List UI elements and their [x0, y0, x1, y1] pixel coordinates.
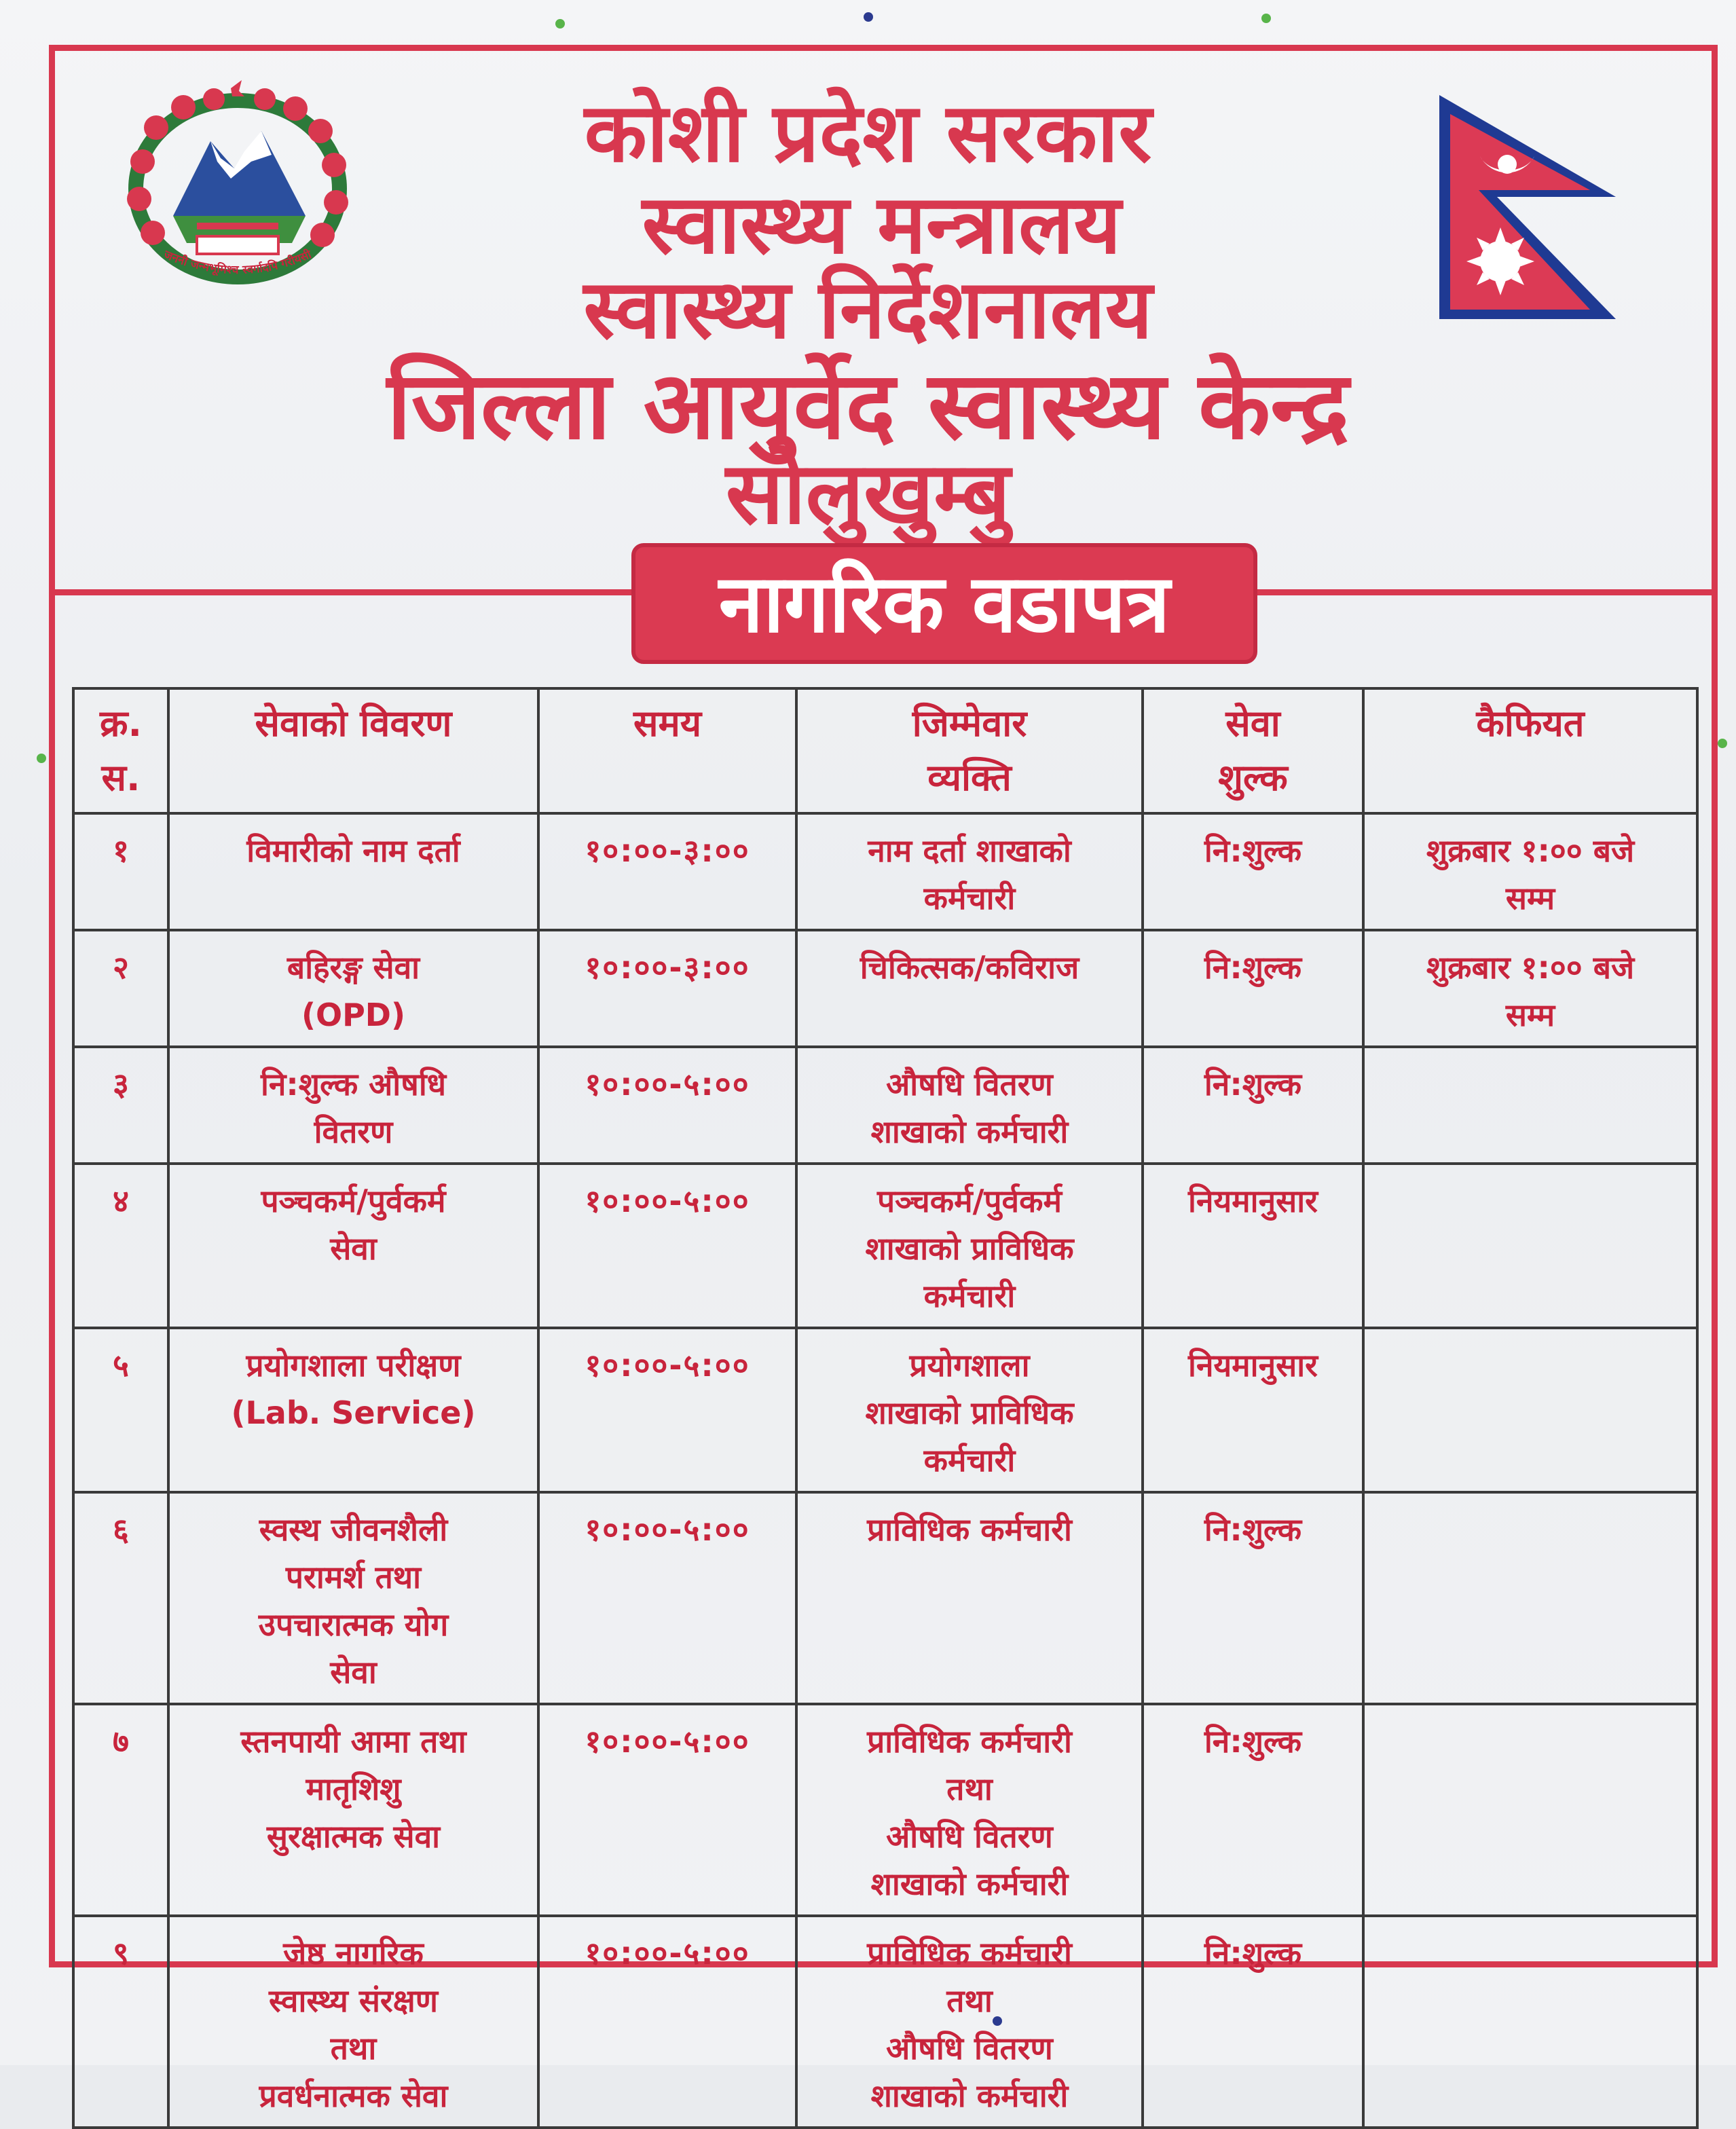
cell-remarks — [1363, 1328, 1697, 1492]
cell-service: नि:शुल्क औषधि वितरण — [168, 1047, 538, 1164]
cell-responsible: प्राविधिक कर्मचारी — [796, 1492, 1143, 1704]
cell-remarks — [1363, 1047, 1697, 1164]
cell-fee: नि:शुल्क — [1143, 1916, 1363, 2128]
cell-time: १०:००-५:०० — [538, 1916, 796, 2128]
cell-responsible: औषधि वितरण शाखाको कर्मचारी — [796, 1047, 1143, 1164]
cell-responsible: पञ्चकर्म/पुर्वकर्म शाखाको प्राविधिक कर्मचारी — [796, 1164, 1143, 1328]
cell-service: स्तनपायी आमा तथा मातृशिशु सुरक्षात्मक सेवा — [168, 1704, 538, 1916]
header-fee: सेवा शुल्क — [1143, 688, 1363, 813]
cell-fee: नियमानुसार — [1143, 1164, 1363, 1328]
centre-title: जिल्ला आयुर्वेद स्वास्थ्य केन्द्र — [386, 351, 1350, 460]
cell-service: प्रयोगशाला परीक्षण (Lab. Service) — [168, 1328, 538, 1492]
cell-responsible: चिकित्सक/कविराज — [796, 930, 1143, 1047]
cell-fee: नि:शुल्क — [1143, 1047, 1363, 1164]
cell-remarks — [1363, 1916, 1697, 2128]
cell-remarks — [1363, 1704, 1697, 1916]
cell-responsible: प्रयोगशाला शाखाको प्राविधिक कर्मचारी — [796, 1328, 1143, 1492]
cell-time: १०:००-५:०० — [538, 1704, 796, 1916]
cell-service: जेष्ठ नागरिक स्वास्थ्य संरक्षण तथा प्रवर्धनात्मक सेवा — [168, 1916, 538, 2128]
table-row — [73, 1047, 1697, 1164]
cell-sn: २ — [73, 930, 168, 1047]
cell-time: १०:००-३:०० — [538, 813, 796, 930]
header-responsible: जिम्मेवार व्यक्ति — [796, 688, 1143, 813]
district-title: सोलुखुम्बु — [725, 443, 1011, 543]
citizen-charter-title: नागरिक वडापत्र — [631, 543, 1257, 664]
table-row — [73, 813, 1697, 930]
cell-fee: नि:शुल्क — [1143, 1704, 1363, 1916]
header-sn: क्र. स. — [73, 688, 168, 813]
cell-sn: १ — [73, 813, 168, 930]
table-row — [73, 1916, 1697, 2128]
table-row — [73, 1164, 1697, 1328]
cell-remarks: शुक्रबार १:०० बजे सम्म — [1363, 813, 1697, 930]
cell-responsible: प्राविधिक कर्मचारी तथा औषधि वितरण शाखाको कर्मचारी — [796, 1704, 1143, 1916]
emblem-motto: जननी जन्मभूमिश्च स्वर्गादपि गरीयसी — [162, 248, 314, 278]
cell-fee: नि:शुल्क — [1143, 813, 1363, 930]
cell-service: बहिरङ्ग सेवा (OPD) — [168, 930, 538, 1047]
header-time: समय — [538, 688, 796, 813]
cell-sn: ३ — [73, 1047, 168, 1164]
cell-responsible: नाम दर्ता शाखाको कर्मचारी — [796, 813, 1143, 930]
cell-sn: ५ — [73, 1328, 168, 1492]
header-remarks: कैफियत — [1363, 688, 1697, 813]
cell-remarks — [1363, 1492, 1697, 1704]
citizen-charter-table — [72, 687, 1699, 2129]
ministry-title: स्वास्थ्य मन्त्रालय — [642, 178, 1122, 272]
cell-remarks: शुक्रबार १:०० बजे सम्म — [1363, 930, 1697, 1047]
cell-remarks — [1363, 1164, 1697, 1328]
cell-fee: नियमानुसार — [1143, 1328, 1363, 1492]
cell-fee: नि:शुल्क — [1143, 930, 1363, 1047]
pin-icon — [1718, 739, 1727, 748]
table-row — [73, 1328, 1697, 1492]
cell-fee: नि:शुल्क — [1143, 1492, 1363, 1704]
cell-time: १०:००-५:०० — [538, 1164, 796, 1328]
pin-icon — [555, 19, 565, 29]
pin-icon — [1261, 14, 1271, 23]
cell-service: पञ्चकर्म/पुर्वकर्म सेवा — [168, 1164, 538, 1328]
directorate-title: स्वास्थ्य निर्देशनालय — [583, 263, 1153, 357]
cell-time: १०:००-३:०० — [538, 930, 796, 1047]
cell-time: १०:००-५:०० — [538, 1328, 796, 1492]
table-header-row — [73, 688, 1697, 813]
table-row — [73, 1704, 1697, 1916]
cell-sn: ९ — [73, 1916, 168, 2128]
cell-service: विमारीको नाम दर्ता — [168, 813, 538, 930]
cell-time: १०:००-५:०० — [538, 1047, 796, 1164]
cell-sn: ६ — [73, 1492, 168, 1704]
table-row — [73, 930, 1697, 1047]
cell-sn: ४ — [73, 1164, 168, 1328]
cell-responsible: प्राविधिक कर्मचारी तथा औषधि वितरण शाखाको कर्मचारी — [796, 1916, 1143, 2128]
province-government-title: कोशी प्रदेश सरकार — [584, 86, 1152, 181]
cell-sn: ७ — [73, 1704, 168, 1916]
pin-icon — [864, 12, 873, 22]
pin-icon — [37, 754, 46, 763]
header-service: सेवाको विवरण — [168, 688, 538, 813]
cell-service: स्वस्थ जीवनशैली परामर्श तथा उपचारात्मक योग सेवा — [168, 1492, 538, 1704]
cell-time: १०:००-५:०० — [538, 1492, 796, 1704]
table-row — [73, 1492, 1697, 1704]
